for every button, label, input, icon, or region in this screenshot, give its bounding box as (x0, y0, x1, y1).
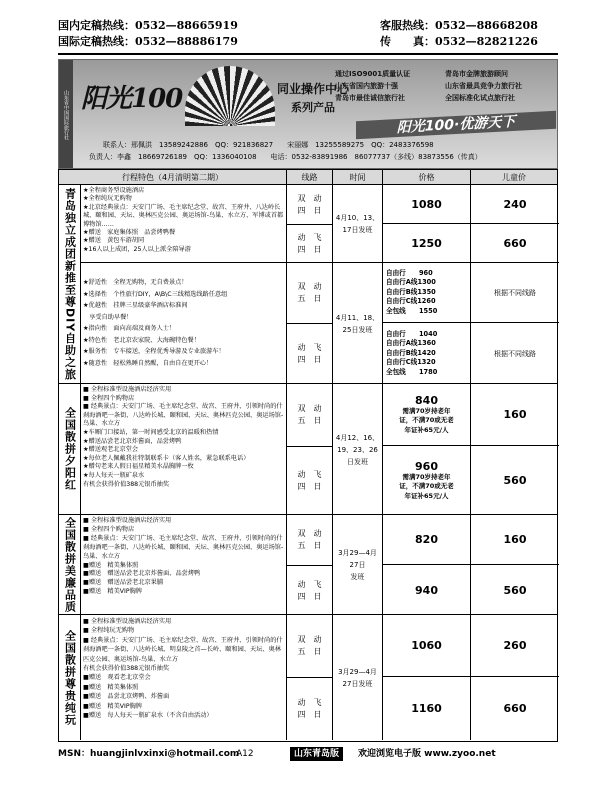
series-title: 系列产品 (291, 101, 335, 114)
feature-item: ■ 全程四个购物店 (83, 394, 135, 402)
cert-item: 全国标准化试点旅行社 (445, 94, 515, 102)
block-label: 全国散拼尊贵纯玩 (59, 615, 81, 740)
line-price: 自由行B线1350 (386, 287, 436, 296)
tour-block-qingdao-diy (59, 185, 557, 384)
feature-item: ★赠送品尝老北京炸酱面，品尝烤鸭 (83, 437, 182, 445)
feature-item: ■赠送 精美VIP胸牌 (83, 702, 142, 710)
adult-price: 1250 (383, 224, 471, 263)
table-header (59, 170, 557, 185)
route-type: 双 动 五 日 (287, 515, 333, 565)
feature-item: ■赠送 精美VIP胸牌 (83, 588, 142, 596)
feature-item: ■ 全程四个购物店 (83, 525, 135, 533)
table-row (81, 515, 559, 615)
feature-item: ★16人以上成团，25人以上派全陪导游 (83, 245, 191, 253)
feature-item: ★舒适性 全程无购物，无自费景点！ (83, 279, 188, 286)
tour-block-premium (59, 615, 557, 740)
line-price: 自由行A线1360 (386, 339, 436, 348)
website-link[interactable]: 欢迎浏览电子版 www.zyoo.net (358, 749, 496, 759)
feature-list (81, 615, 287, 740)
feature-item: ■ 经典景点：天安门广场、毛主席纪念堂、故宫、王府井、引领时尚的什刹海酒吧一条街、八达岭长城、明皇陵之首—长岭、颐和园、天坛、奥林匹克公园、奥运场馆-鸟巢、水立方 (83, 636, 283, 663)
block-label: 全国散拼夕阳红 (59, 384, 81, 514)
feature-item: ★赠送 家庭集体照 品尝烤鸭餐 (83, 229, 176, 237)
feature-item: ★指向性 面向高端及商务人士！ (83, 325, 176, 332)
route-type: 动 飞 四 日 (287, 323, 333, 384)
child-price: 560 (503, 474, 527, 487)
cert-item: 青岛市金牌旅游顾问 (445, 70, 508, 78)
feature-item: ■赠送 赠送品尝老北京果脯 (83, 579, 164, 587)
header-route: 线路 (287, 170, 333, 185)
header-child-price: 儿童价 (502, 173, 526, 182)
feature-item: ★随意性 轻松熟睡自然醒，自由自在更开心！ (83, 359, 213, 367)
route-type: 动 飞 四 日 (287, 224, 333, 263)
fax-number: 传 真：0532—82821226 (380, 35, 538, 48)
feature-item: ■ 全程标准型设施酒店经济实用 (83, 386, 172, 393)
route-type: 双 动 四 日 (287, 185, 333, 224)
agency-banner (58, 59, 558, 169)
adult-price: 960 (415, 459, 438, 473)
departure-dates: 4月12、16、 19、23、26 日发班 (333, 384, 383, 515)
senior-note: 需满70岁持老年 证，不满70或无老 年证补65元/人 (399, 472, 454, 500)
line-price: 自由行 1040 (386, 329, 438, 338)
domestic-hotline: 国内定稿热线：0532—88665919 (58, 19, 238, 32)
child-price: 160 (471, 515, 559, 565)
slogan-ribbon: 阳光100·优游天下 (356, 111, 556, 139)
feature-item: ★全程纯玩无购物 (83, 195, 132, 203)
route-type: 动 飞 四 日 (287, 677, 333, 740)
feature-item: 享受自助早餐！ (83, 313, 133, 321)
tour-price-table (58, 169, 558, 742)
table-row (81, 615, 559, 740)
cert-item: 山东省最具竞争力旅行社 (445, 82, 522, 90)
tour-block-sunset (59, 384, 557, 515)
departure-dates: 4月11、18、 25日发班 (333, 263, 383, 384)
sunburst-logo-icon (185, 66, 275, 126)
table-row (81, 185, 559, 263)
table-row (81, 384, 559, 515)
route-type: 双 动 五 日 (287, 384, 333, 446)
departure-dates: 3月29—4月 27日发班 (333, 615, 383, 740)
child-price: 660 (503, 237, 527, 250)
adult-price: 820 (383, 515, 471, 565)
header-time: 时间 (333, 170, 383, 185)
feature-list (81, 185, 287, 262)
feature-item: ★每位老人佩戴我社特制联系卡（客人姓名，紧急联系电话） (83, 454, 250, 462)
route-type: 动 飞 四 日 (287, 446, 333, 515)
feature-item: ★选择性 个性旅行DIY，A\B\C三线精选线路任意组 (83, 290, 228, 298)
feature-item: ★赠送 黄包车游胡同 (83, 237, 145, 245)
adult-price: 840 (415, 393, 438, 407)
feature-item: ★每人每天一瓶矿泉水 (83, 471, 145, 479)
feature-item: ■ 全程纯玩无购物 (83, 627, 135, 635)
line-price: 全包线 1550 (386, 306, 438, 315)
line-prices (383, 263, 471, 323)
feature-list (81, 515, 287, 615)
child-price: 根据不同线路 (471, 263, 559, 323)
cert-item: 山东省国内旅游十强 (335, 82, 398, 90)
adult-price: 940 (383, 565, 471, 615)
cert-item: 青岛市最佳诚信旅行社 (335, 94, 405, 102)
feature-item: 有机会获得价值388元银币抽奖 (83, 665, 170, 673)
adult-price-cell (383, 446, 471, 515)
feature-item: ■赠送 精美集体照 (83, 683, 139, 691)
route-type: 双 动 五 日 (287, 263, 333, 323)
feature-item: ■赠送 每人每天一瓶矿泉水（不含自由活动） (83, 712, 213, 720)
contact-line-1: 联系人：邢佩洪 13589242886 QQ：921836827 宋丽娜 13255589275 QQ：2483376598 (103, 141, 434, 149)
header-divider (58, 53, 558, 55)
feature-item: ■ 经典景点：天安门广场、毛主席纪念堂、故宫、王府井、引领时尚的什刹海酒吧一条街、八达岭长城、颐和园、天坛、奥林匹克公园、奥运场馆-鸟巢、水立方 (83, 534, 284, 560)
header-features: 行程特色（4月清明第二期） (59, 170, 287, 185)
tour-block-value (59, 515, 557, 615)
adult-price-cell (383, 384, 471, 446)
child-price: 240 (471, 185, 559, 224)
feature-list (81, 384, 287, 515)
feature-list (81, 263, 287, 384)
adult-price: 1080 (383, 185, 471, 224)
service-hotline: 客服热线：0532—88668208 (380, 19, 538, 32)
line-price: 自由行 960 (386, 268, 433, 277)
feature-item: ■ 全程标准型设施酒店经济实用 (83, 618, 172, 625)
table-row (81, 263, 559, 384)
contact-line-2: 负责人：李鑫 18669726189 QQ：1336040108 电话：0532-83891986 86077737（多线）83873556（传真） (89, 153, 482, 161)
feature-item: ★赠送观老北京堂会 (83, 446, 139, 454)
line-prices (383, 323, 471, 384)
feature-item: ■赠送 观看老北京堂会 (83, 674, 151, 682)
certifications (335, 68, 557, 104)
feature-item: ★优越性 挂牌三星级豪华酒店标准间 (83, 302, 188, 309)
block-label: 青岛独立成团新推至尊DIY自助之旅 (59, 185, 81, 383)
line-price: 自由行C线1320 (386, 358, 436, 367)
feature-item: ★服务性 专车接送，全程优秀导游及专业旅游车！ (83, 348, 225, 355)
cert-item: 通过ISO9001质量认证 (335, 70, 411, 78)
feature-item: ■ 全程标准型设施酒店经济实用 (83, 517, 172, 524)
header-price: 价格 (383, 170, 471, 185)
line-price: 自由行C线1260 (386, 297, 436, 306)
block-label: 全国散拼美廉品质 (59, 515, 81, 614)
feature-item: ■赠送 品尝北京烤鸭、炸酱面 (83, 693, 170, 701)
child-price: 160 (471, 384, 559, 446)
adult-price: 1160 (383, 677, 471, 740)
page-number: A12 (236, 749, 254, 759)
departure-dates: 4月10、13、 17日发班 (333, 185, 383, 263)
child-price: 660 (503, 702, 527, 715)
feature-item: ★赠句老来人假日福星精美水晶胸牌一枚 (83, 463, 194, 471)
feature-item: ★车厢门口接站，第一时间感受北京的温暖和热情 (83, 428, 219, 436)
intl-hotline: 国际定稿热线：0532—88886179 (58, 35, 238, 48)
adult-price: 1060 (383, 615, 471, 677)
route-type: 双 动 五 日 (287, 615, 333, 677)
company-logo: 阳光100 (81, 84, 183, 114)
feature-item: ★全程商务型设施酒店 (83, 187, 145, 194)
msn-contact: MSN：huangjinlvxinxi@hotmail.com (58, 749, 240, 759)
feature-item: 有机会获得价值388元银币抽奖 (83, 480, 170, 488)
feature-item: ★特色性 老北京农家院、大海碗特色餐！ (83, 336, 200, 344)
departure-dates: 3月29—4月 27日 发班 (333, 515, 383, 615)
child-price: 560 (503, 583, 527, 597)
feature-item: ■赠送 精美集体照 (83, 561, 139, 569)
senior-note: 需满70岁持老年 证，不满70或无老 年证补65元/人 (399, 406, 454, 434)
route-type: 动 飞 四 日 (287, 565, 333, 615)
feature-item: ■赠送 赠送品尝老北京炸酱面、品尝烤鸭 (83, 570, 201, 578)
child-price: 260 (471, 615, 559, 677)
line-price: 自由行A线1300 (386, 278, 436, 287)
page-footer (58, 746, 558, 762)
feature-item: ★北京经典景点：天安门广场、毛主席纪念堂、故宫、王府井、八达岭长城、颐和园、天坛、奥林匹克公园、奥运场馆-鸟巢、水立方、军博或首都博物馆…… (83, 203, 284, 228)
edition-badge: 山东青岛版 (290, 747, 343, 761)
company-vertical-band: 山东省中国国际旅行社 (59, 60, 73, 169)
feature-item: ■ 经典景点：天安门广场、毛主席纪念堂、故宫、王府井、引领时尚的什刹海酒吧一条街、八达岭长城、颐和园、天坛、奥林匹克公园、奥运场馆-鸟巢、水立方 (83, 403, 284, 428)
line-price: 全包线 1780 (386, 367, 438, 376)
line-price: 自由行B线1420 (386, 348, 436, 357)
child-price: 根据不同线路 (494, 349, 536, 358)
operation-center-title: 同业操作中心 (277, 82, 350, 96)
